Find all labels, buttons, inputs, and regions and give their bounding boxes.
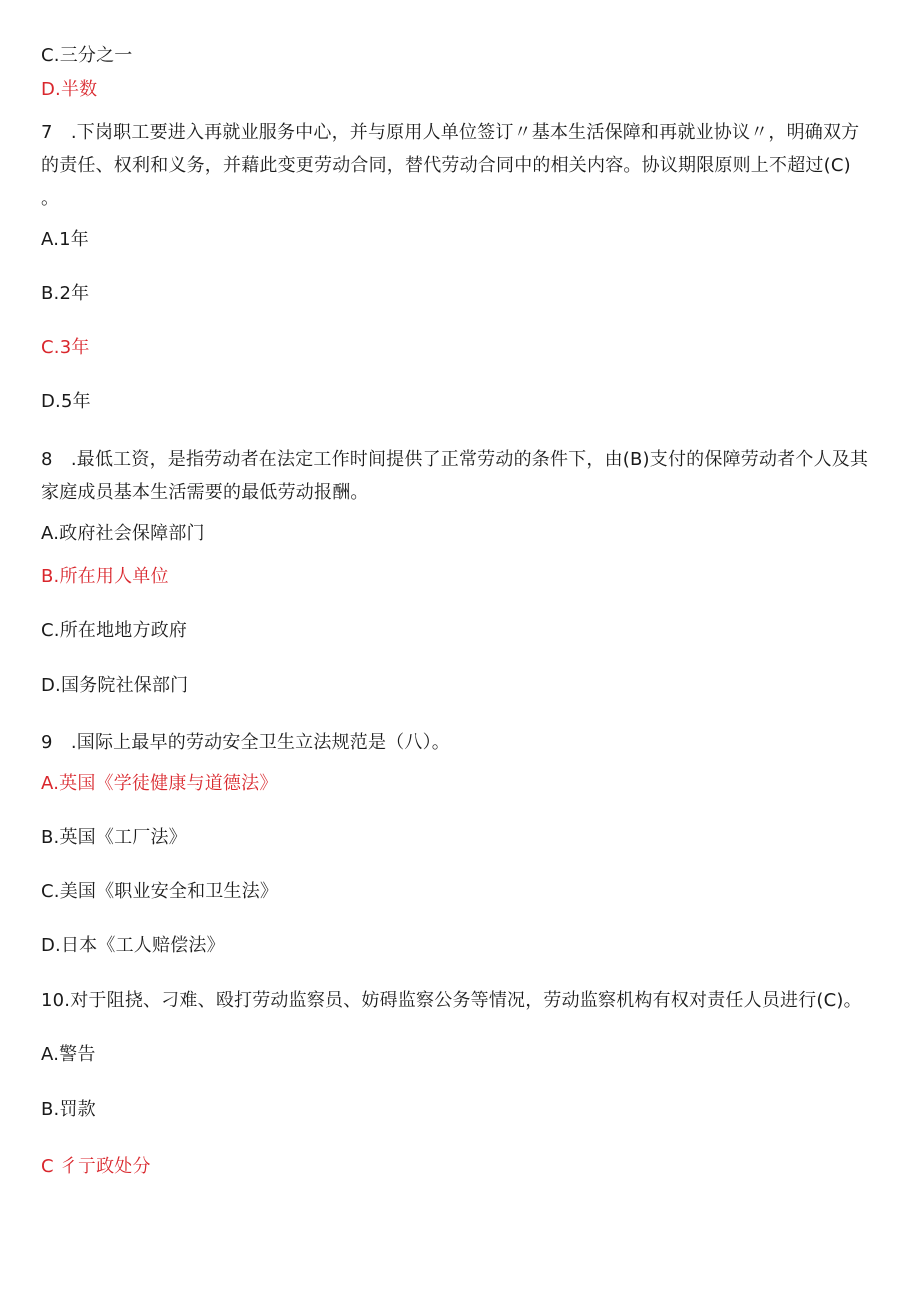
q7-stem-line-1: 7 .下岗职工要进入再就业服务中心，并与原用人单位签订〃基本生活保障和再就业协议〃，明确双方 — [41, 122, 860, 143]
q10-option-b: B.罚款 — [41, 1099, 96, 1120]
q7-option-b: B.2年 — [41, 283, 90, 304]
q8-stem-line-2: 家庭成员基本生活需要的最低劳动报酬。 — [41, 482, 369, 503]
q9-option-c: C.美国《职业安全和卫生法》 — [41, 881, 279, 902]
q6-option-c: C.三分之一 — [41, 45, 133, 66]
q9-option-d: D.日本《工人赔偿法》 — [41, 935, 225, 956]
q8-option-a: A.政府社会保障部门 — [41, 523, 205, 544]
q6-option-d-answer: D.半数 — [41, 79, 98, 100]
q7-option-d: D.5年 — [41, 391, 91, 412]
q9-stem: 9 .国际上最早的劳动安全卫生立法规范是（八）。 — [41, 732, 450, 753]
q7-option-c-answer: C.3年 — [41, 337, 90, 358]
q10-option-a: A.警告 — [41, 1044, 96, 1065]
q7-option-a: A.1年 — [41, 229, 89, 250]
q10-option-c-answer: C 彳亍政处分 — [41, 1156, 151, 1177]
q8-option-c: C.所在地地方政府 — [41, 620, 188, 641]
q7-stem-line-3: 。 — [41, 188, 60, 209]
q7-stem-line-2: 的责任、权利和义务，并藉此变更劳动合同，替代劳动合同中的相关内容。协议期限原则上不超过(C) — [41, 155, 851, 176]
q8-option-b-answer: B.所在用人单位 — [41, 566, 169, 587]
q9-option-b: B.英国《工厂法》 — [41, 827, 187, 848]
q10-stem: 10.对于阻挠、刁难、殴打劳动监察员、妨碍监察公务等情况，劳动监察机构有权对责任人员进行(C)。 — [41, 990, 862, 1011]
q9-option-a-answer: A.英国《学徒健康与道德法》 — [41, 773, 278, 794]
q8-option-d: D.国务院社保部门 — [41, 675, 189, 696]
q8-stem-line-1: 8 .最低工资，是指劳动者在法定工作时间提供了正常劳动的条件下，由(B)支付的保障劳动者个人及其 — [41, 449, 869, 470]
